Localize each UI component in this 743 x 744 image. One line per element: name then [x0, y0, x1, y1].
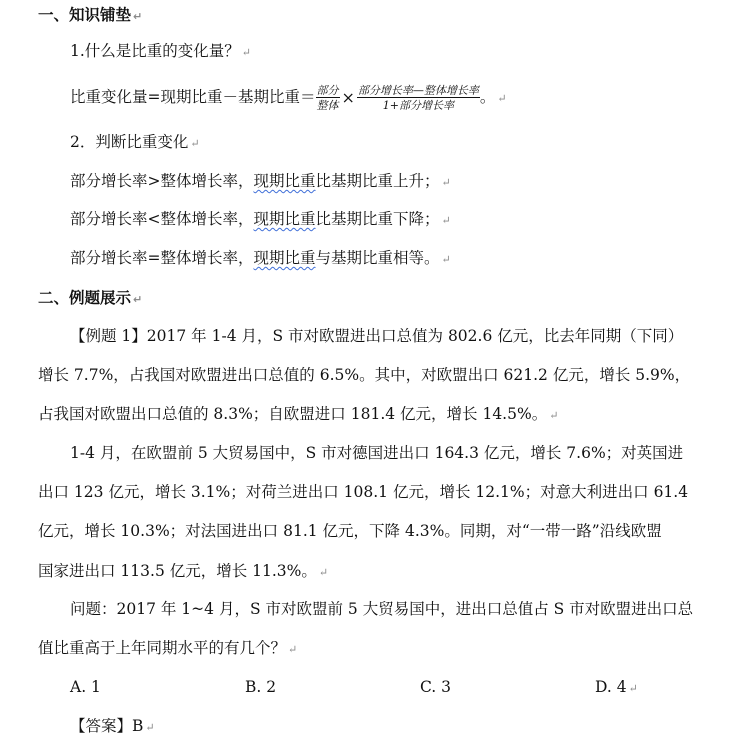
answer-line: 【答案】B ↵ [70, 717, 155, 735]
paragraph-mark: ↵ [133, 293, 143, 306]
paragraph-mark: ↵ [145, 721, 155, 734]
question-line2: 值比重高于上年同期水平的有几个？ ↵ [38, 639, 298, 657]
section1-heading: 一、知识铺垫 ↵ [38, 6, 143, 24]
option-c: C. 3 [420, 678, 452, 696]
section2-heading: 二、例题展示 ↵ [38, 289, 143, 307]
multiply-sign: × [341, 88, 355, 107]
question-line1: 问题：2017 年 1~4 月，S 市对欧盟前 5 大贸易国中，进出口总值占 S 市对欧盟进出口总 [70, 600, 694, 618]
example-para2-line3: 亿元，增长 10.3%；对法国进出口 81.1 亿元，下降 4.3%。同期，对“一带一路”沿线欧盟 [38, 522, 662, 540]
q2-line: 2．判断比重变化 ↵ [70, 133, 200, 151]
option-d: D. 4 ↵ [595, 678, 638, 696]
rule-line-fall: 部分增长率<整体增长率，现期比重比基期比重下降； ↵ [70, 210, 451, 228]
paragraph-mark: ↵ [318, 566, 329, 579]
paragraph-mark: ↵ [133, 10, 143, 23]
spellcheck-underline: 现期比重 [253, 172, 316, 190]
paragraph-mark: ↵ [441, 253, 451, 266]
spellcheck-underline: 现期比重 [253, 210, 316, 228]
formula-line: 比重变化量=现期比重－基期比重＝ $\frac{\text{部分}}{\text{整体}}$ × $\frac{\text{部分增长率—整体增长率}}{\text{1+部分增长率}}$ 。 ↵ [70, 84, 507, 112]
example-para2-line1: 1-4 月，在欧盟前 5 大贸易国中，S 市对德国进出口 164.3 亿元，增长 7.6%；对英国进 [70, 444, 684, 462]
paragraph-mark: ↵ [190, 137, 200, 150]
paragraph-mark: ↵ [441, 176, 451, 189]
example-para2-line2: 出口 123 亿元，增长 3.1%；对荷兰进出口 108.1 亿元，增长 12.1%；对意大利进出口 61.4 [38, 483, 689, 501]
paragraph-mark: ↵ [549, 409, 559, 422]
q1-line: 1.什么是比重的变化量？ ↵ [70, 42, 252, 60]
paragraph-mark: ↵ [628, 682, 638, 695]
option-a: A. 1 [70, 678, 101, 696]
paragraph-mark: ↵ [441, 214, 451, 227]
paragraph-mark: ↵ [288, 643, 298, 656]
spellcheck-underline: 现期比重 [253, 249, 316, 267]
paragraph-mark: ↵ [241, 46, 252, 59]
option-b: B. 2 [245, 678, 277, 696]
example-para1-line3: 占我国对欧盟出口总值的 8.3%；自欧盟进口 181.4 亿元，增长 14.5%。 ↵ [38, 405, 559, 423]
example-para1-line2: 增长 7.7%，占我国对欧盟进出口总值的 6.5%。其中，对欧盟出口 621.2 亿元，增长 5.9%， [38, 366, 691, 384]
options-row [0, 676, 743, 698]
example-para1-line1: 【例题 1】2017 年 1-4 月，S 市对欧盟进出口总值为 802.6 亿元，比去年同期（下同） [70, 327, 684, 345]
rule-line-rise: 部分增长率>整体增长率，现期比重比基期比重上升； ↵ [70, 172, 451, 190]
fraction-growth-rate: $\frac{\text{部分增长率—整体增长率}}{\text{1+部分增长率}}$ [357, 84, 479, 112]
fraction-part-over-whole: $\frac{\text{部分}}{\text{整体}}$ [316, 84, 339, 112]
paragraph-mark: ↵ [497, 92, 507, 105]
example-para2-line4: 国家进出口 113.5 亿元，增长 11.3%。 ↵ [38, 562, 329, 580]
rule-line-equal: 部分增长率=整体增长率，现期比重与基期比重相等。 ↵ [70, 249, 451, 267]
